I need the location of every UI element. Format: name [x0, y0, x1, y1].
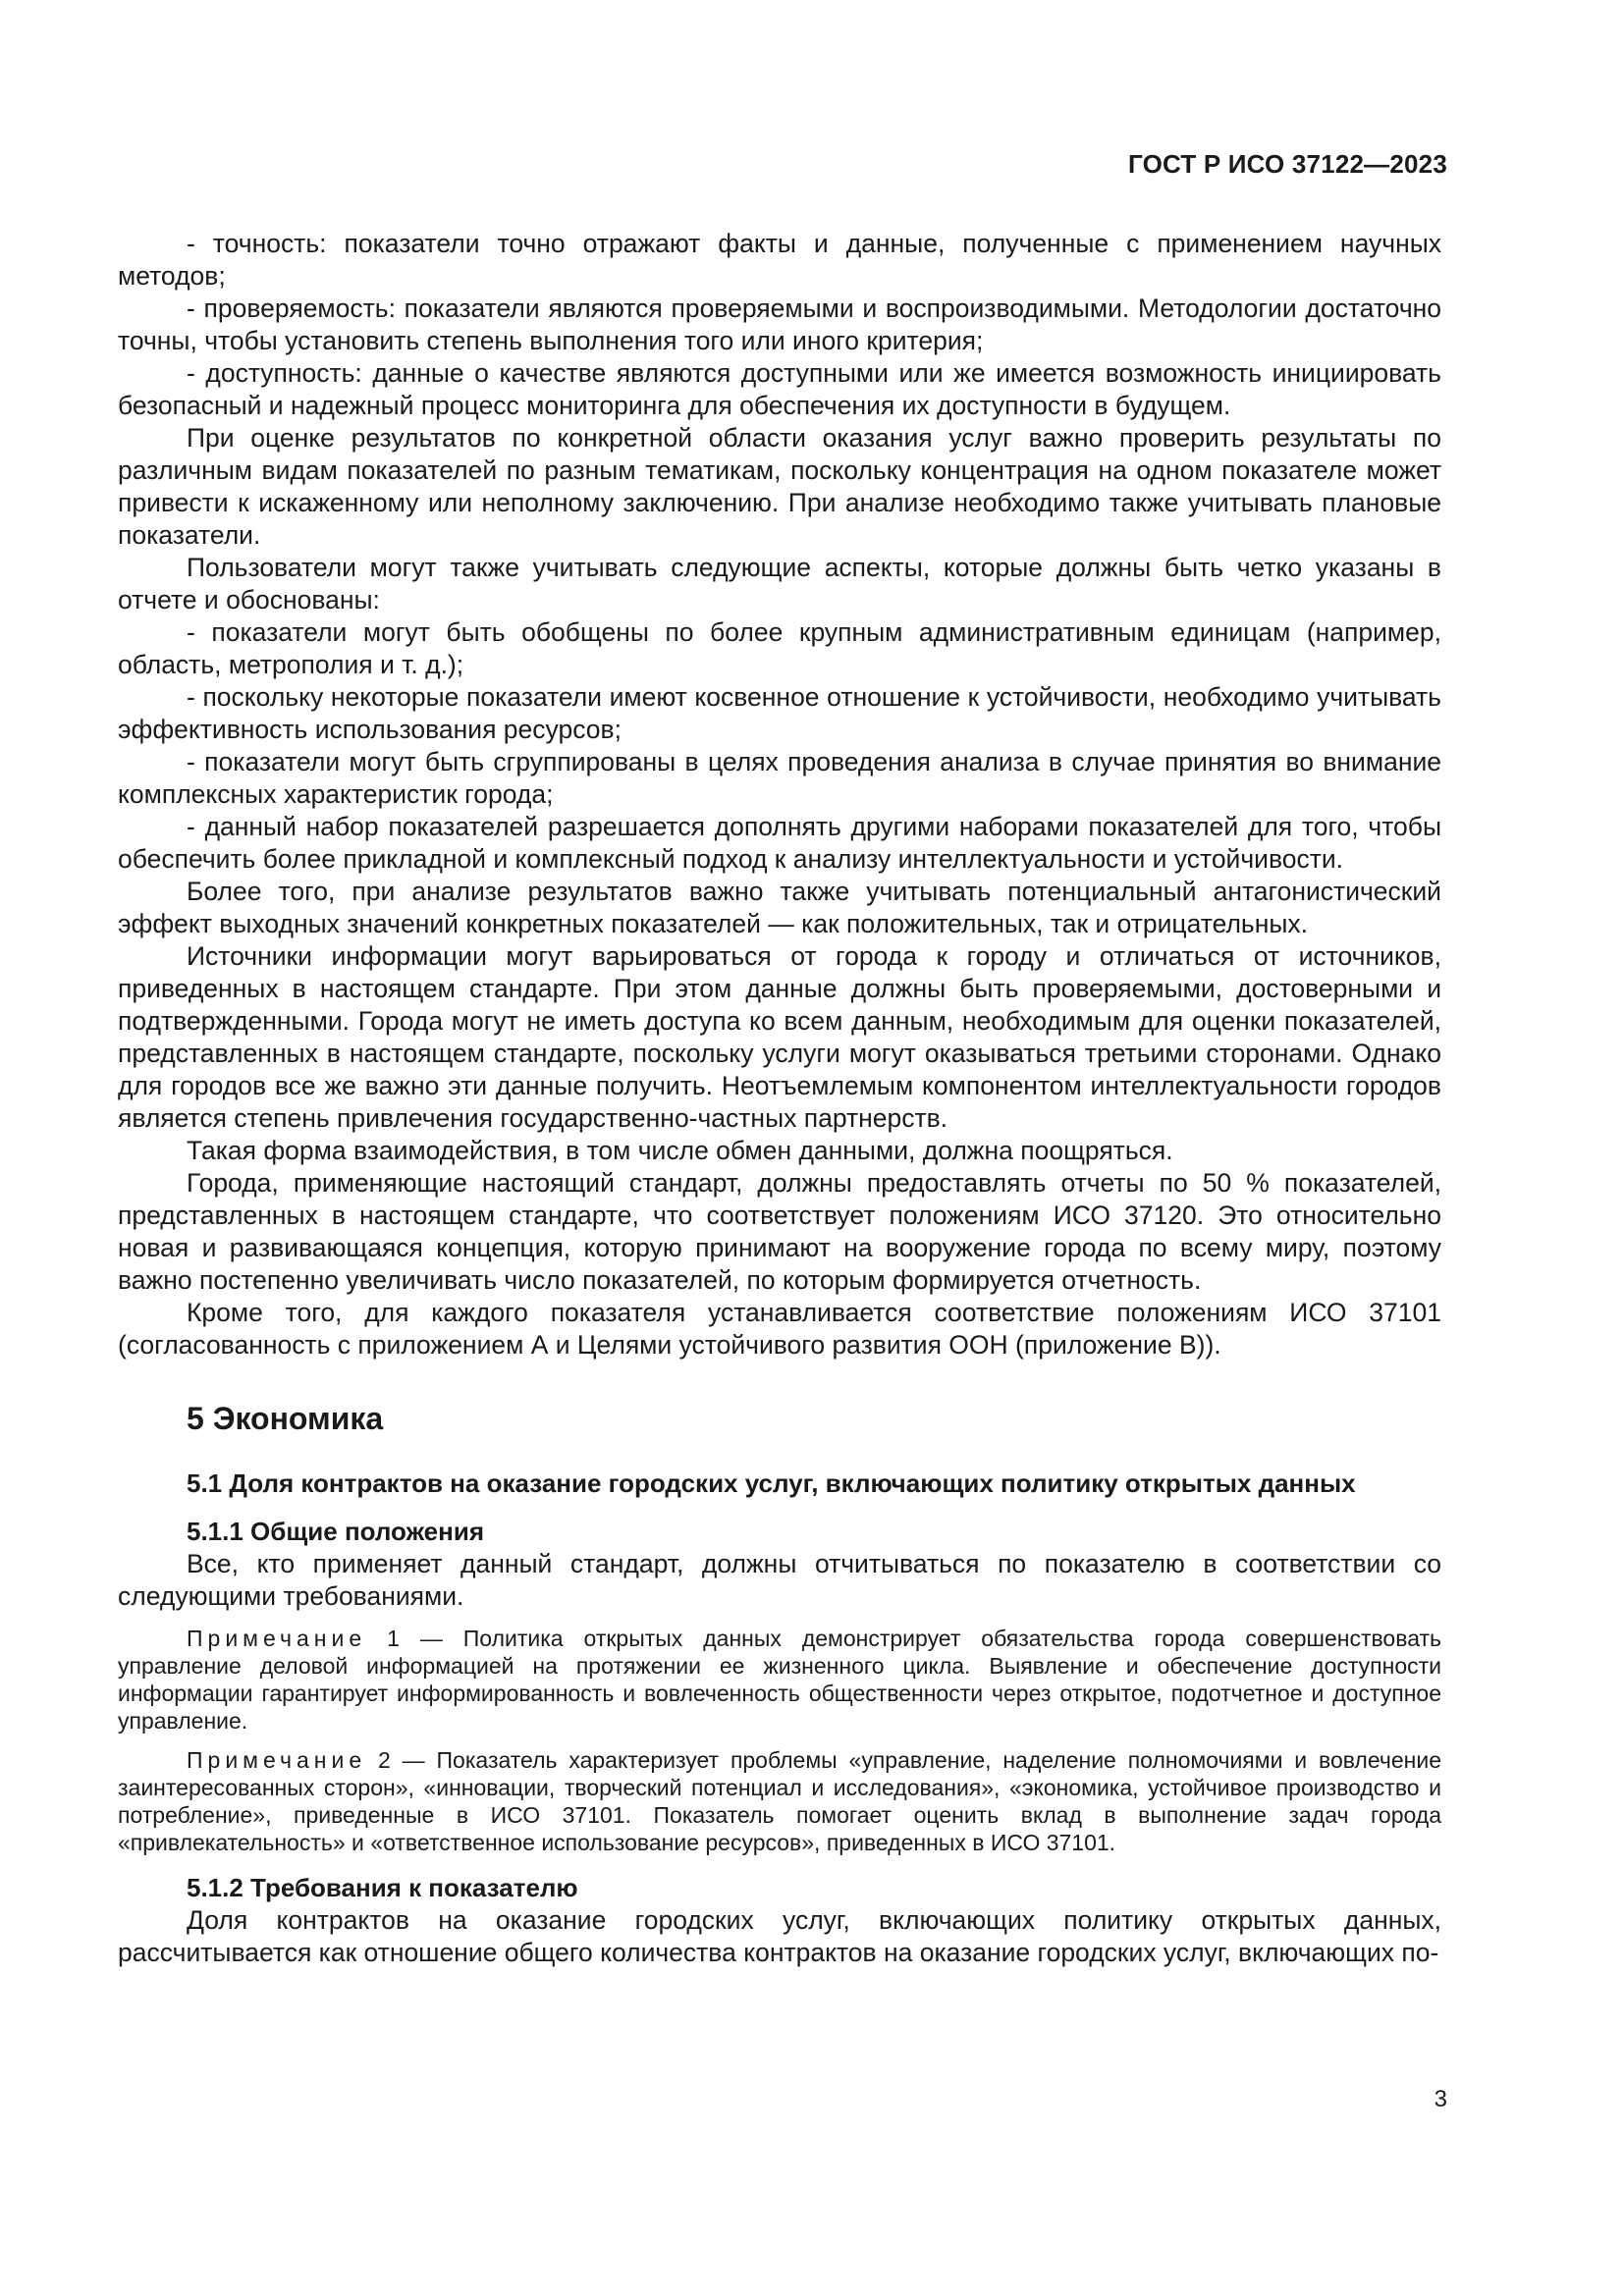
note-2: [118, 1746, 1441, 1856]
paragraph-accuracy: - точность: показатели точно отражают факты и данные, полученные с применением научных методов;: [118, 229, 1441, 291]
section-5-1-2-text: Доля контрактов на оказание городских услуг, включающих политику открытых данных, рассчитывается как отношение общего количества контрактов на оказание городских услуг, включающих по-: [118, 1905, 1441, 1967]
section-5-title: 5 Экономика: [187, 1401, 384, 1436]
paragraph-verifiability: - проверяемость: показатели являются проверяемыми и воспроизводимыми. Методологии достаточно точны, чтобы установить степень выполнения того или иного критерия;: [118, 294, 1441, 355]
section-5-1-1-text: Все, кто применяет данный стандарт, должны отчитываться по показателю в соответствии со следующими требованиями.: [118, 1549, 1441, 1611]
paragraph-aspect-supplement: - данный набор показателей разрешается дополнять другими наборами показателей для того, чтобы обеспечить более прикладной и комплексный подход к анализу интеллектуальности и устойчивости.: [118, 812, 1441, 874]
note-1: [118, 1625, 1441, 1735]
section-5-1-1-title: 5.1.1 Общие положения: [187, 1517, 484, 1546]
paragraph-evaluation: При оценке результатов по конкретной области оказания услуг важно проверить результаты по различным видам показателей по разным тематикам, поскольку концентрация на одном показателе может привести к искаженному или неполному заключению. При анализе необходимо также учитывать плановые показатели.: [118, 423, 1441, 550]
section-5-1-2-title: 5.1.2 Требования к показателю: [187, 1873, 578, 1902]
paragraph-aspects-intro: Пользователи могут также учитывать следующие аспекты, которые должны быть четко указаны в отчете и обоснованы:: [118, 553, 1441, 614]
paragraph-antagonistic-effect: Более того, при анализе результатов важно также учитывать потенциальный антагонистический эффект выходных значений конкретных показателей — как положительных, так и отрицательных.: [118, 877, 1441, 938]
paragraph-availability: - доступность: данные о качестве являются доступными или же имеется возможность инициировать безопасный и надежный процесс мониторинга для обеспечения их доступности в будущем.: [118, 358, 1441, 420]
paragraph-reporting: Города, применяющие настоящий стандарт, должны предоставлять отчеты по 50 % показателей, представленных в настоящем стандарте, что соответствует положениям ИСО 37120. Это относительно новая и развивающаяся концепция, которую принимают на вооружение города по всему миру, поэтому важно постепенно увеличивать число показателей, по которым формируется отчетность.: [118, 1168, 1441, 1295]
paragraph-iso37101: Кроме того, для каждого показателя устанавливается соответствие положениям ИСО 37101 (согласованность с приложением А и Целями устойчивого развития ООН (приложение В)).: [118, 1298, 1441, 1360]
note-2-text: 2 — Показатель характеризует проблемы «управление, наделение полномочиями и вовлечение заинтересованных сторон», «инновации, творческий потенциал и исследования», «экономика, устойчивое производство и потребление», приведенные в ИСО 37101. Показатель помогает оценить вклад в выполнение задач города «привлекательность» и «ответственное использование ресурсов», приведенных в ИСО 37101.: [118, 1747, 1441, 1855]
paragraph-interaction: Такая форма взаимодействия, в том числе обмен данными, должна поощряться.: [187, 1136, 1173, 1165]
document-header: ГОСТ Р ИСО 37122—2023: [1127, 149, 1447, 179]
paragraph-aspect-grouping: - показатели могут быть сгруппированы в целях проведения анализа в случае принятия во внимание комплексных характеристик города;: [118, 747, 1441, 809]
page-number: 3: [1434, 2086, 1447, 2112]
paragraph-aspect-aggregation: - показатели могут быть обобщены по более крупным административным единицам (например, область, метрополия и т. д.);: [118, 617, 1441, 679]
paragraph-information-sources: Источники информации могут варьироваться от города к городу и отличаться от источников, приведенных в настоящем стандарте. При этом данные должны быть проверяемыми, достоверными и подтвержденными. Города могут не иметь доступа ко всем данным, необходимым для оценки показателей, представленных в настоящем стандарте, поскольку услуги могут оказываться третьими сторонами. Однако для городов все же важно эти данные получить. Неотъемлемым компонентом интеллектуальности городов является степень привлечения государственно-частных партнерств.: [118, 941, 1441, 1133]
section-5-1-title: 5.1 Доля контрактов на оказание городских услуг, включающих политику открытых данных: [187, 1468, 1356, 1498]
note-1-text: 1 — Политика открытых данных демонстрирует обязательства города совершенствовать управление деловой информацией на протяжении ее жизненного цикла. Выявление и обеспечение доступности информации гарантирует информированность и вовлеченность общественности через открытое, подотчетное и доступное управление.: [118, 1626, 1441, 1734]
note-1-label: Примечание: [187, 1626, 367, 1651]
page-content: [118, 228, 1441, 1969]
note-2-label: Примечание: [187, 1747, 367, 1773]
paragraph-aspect-resources: - поскольку некоторые показатели имеют косвенное отношение к устойчивости, необходимо учитывать эффективность использования ресурсов;: [118, 682, 1441, 744]
